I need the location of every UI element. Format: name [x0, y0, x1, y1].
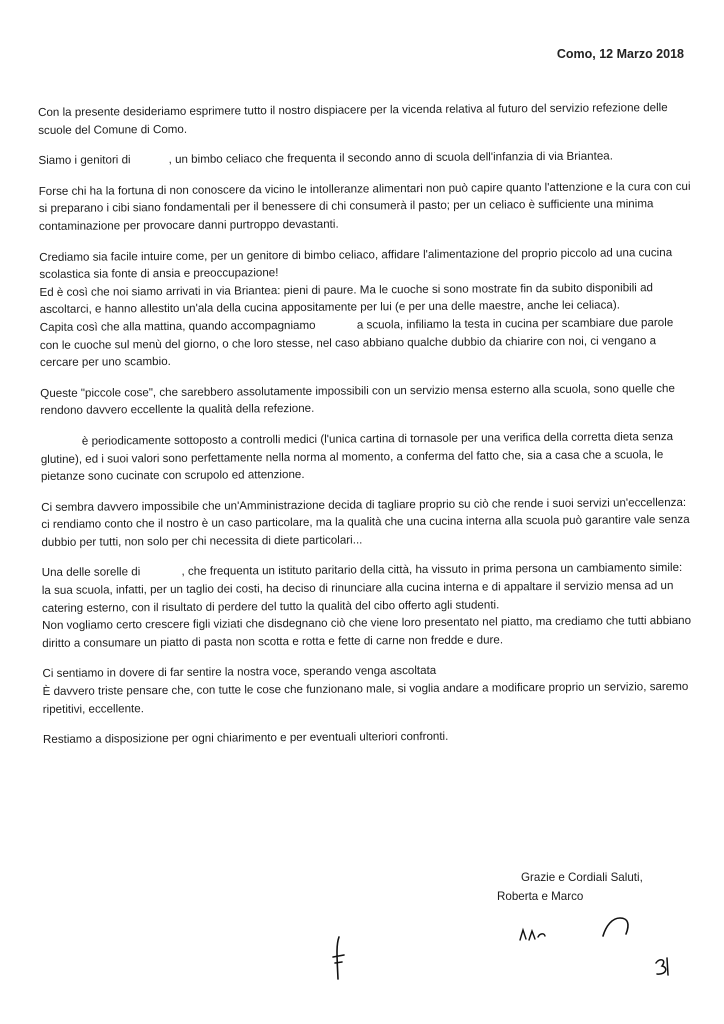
paragraph-availability: Restiamo a disposizione per ogni chiarimento e per eventuali ulteriori confronti. [42, 730, 449, 747]
redacted-name [319, 320, 357, 331]
paragraph-administration: Ci sembra davvero impossibile che un'Amministrazione decida di tagliare proprio su ciò che rende i suoi servizi un'eccellenza: ci rendiamo conto che il nostro è un caso particolare, ma la qualità che una cucina interna alla scuola può garantire vale senza dubbio per tutti, non solo per chi necessita di diete particolari... [41, 495, 690, 549]
paragraph-parents-end: , un bimbo celiaco che frequenta il secondo anno di scuola dell'infanzia di via Briantea. [168, 149, 613, 167]
paragraph-parents-start: Siamo i genitori di [38, 153, 131, 168]
paragraph-sad: È davvero triste pensare che, con tutte le cose che funzionano male, si voglia andare a modificare proprio un servizio, saremo ripetitivi, eccellente. [42, 679, 689, 716]
paragraph-children: Non vogliamo certo crescere figli viziati che disdegnano ciò che viene loro presentato nel piatto, ma crediamo che tutti abbiano diritto a consumare un piatto di pasta non scotta e rotta e fette di carne non fredde e dure. [42, 614, 692, 650]
paragraph-intolerances: Forse chi ha la fortuna di non conoscere da vicino le intolleranze alimentari non può capire quanto l'attenzione e la cura con cui si preparano i cibi siano fondamentali per il benessere di chi consumerà il pasto; per un celiaco è sufficiente una minima contaminazione per provocare danni purtroppo devastanti. [38, 179, 691, 233]
redacted-name [131, 155, 169, 166]
closing-greeting: Grazie e Cordiali Saluti, [521, 871, 643, 884]
letter-date: Como, 12 Marzo 2018 [556, 47, 684, 61]
paragraph-small-things: Queste "piccole cose", che sarebbero assolutamente impossibili con un servizio mensa esterno alla scuola, sono quelle che rendono davvero eccellente la qualità della refezione. [40, 381, 675, 418]
paragraph-arrival: Ed è così che noi siamo arrivati in via Briantea: pieni di paure. Ma le cuoche si sono mostrate fin da subito disponibili ad ascoltarci, e hanno allestito un'ala della cucina appositamente per lui (e per una delle maestre, anche lei celiaca). [39, 280, 654, 317]
paragraph-medical-text: è periodicamente sottoposto a controlli medici (l'unica cartina di tornasole per una verifica della corretta dieta senza glutine), ed i suoi valori sono perfettamente nella norma al momento, a conferma del fatto che, sia a casa che a scuola, le pietanze sono cucinate con scrupolo ed attenzione. [40, 429, 674, 484]
paragraph-intro: Con la presente desideriamo esprimere tutto il nostro dispiacere per la vicenda relativa al futuro del servizio refezione delle scuole del Comune di Como. [38, 101, 668, 137]
paragraph-sister-start: Una delle sorelle di [41, 565, 141, 580]
page-number-mark [652, 955, 672, 979]
paragraph-morning-start: Capita così che alla mattina, quando accompagniamo [39, 318, 316, 334]
paragraph-medical [41, 428, 693, 486]
signature-left [518, 924, 548, 944]
letter-closing [497, 868, 643, 906]
redacted-name [41, 436, 79, 447]
signature-right [600, 914, 634, 940]
closing-signatories: Roberta e Marco [497, 890, 584, 903]
paragraph-morning-end: a scuola, infiliamo la testa in cucina per scambiare due parole con le cuoche sul menù del giorno, o che loro stesse, nel caso abbiano qualche dubbio da chiarire con noi, ci vengano a cercare per uno scambio. [39, 315, 674, 370]
paragraph-sister [42, 559, 694, 617]
letter-body [38, 99, 695, 749]
paragraph-sister-end: , che frequenta un istituto paritario della città, ha vissuto in prima persona un cambiamento simile: la sua scuola, infatti, per un taglio dei costi, ha deciso di rinunciare alla cucina interna e di appaltare il servizio mensa ad un catering esterno, con il risultato di perdere del tutto la qualità del cibo offerto agli studenti. [41, 561, 683, 615]
paragraph-voice: Ci sentiamo in dovere di far sentire la nostra voce, sperando venga ascoltata [42, 664, 437, 681]
paragraph-anxiety: Crediamo sia facile intuire come, per un genitore di bimbo celiaco, affidare l'alimentazione del proprio piccolo ad una cucina scolastica sia fonte di ansia e preoccupazione! [39, 245, 673, 282]
paragraph-morning [40, 314, 692, 372]
redacted-name [143, 567, 181, 578]
initial-mark [330, 935, 346, 983]
